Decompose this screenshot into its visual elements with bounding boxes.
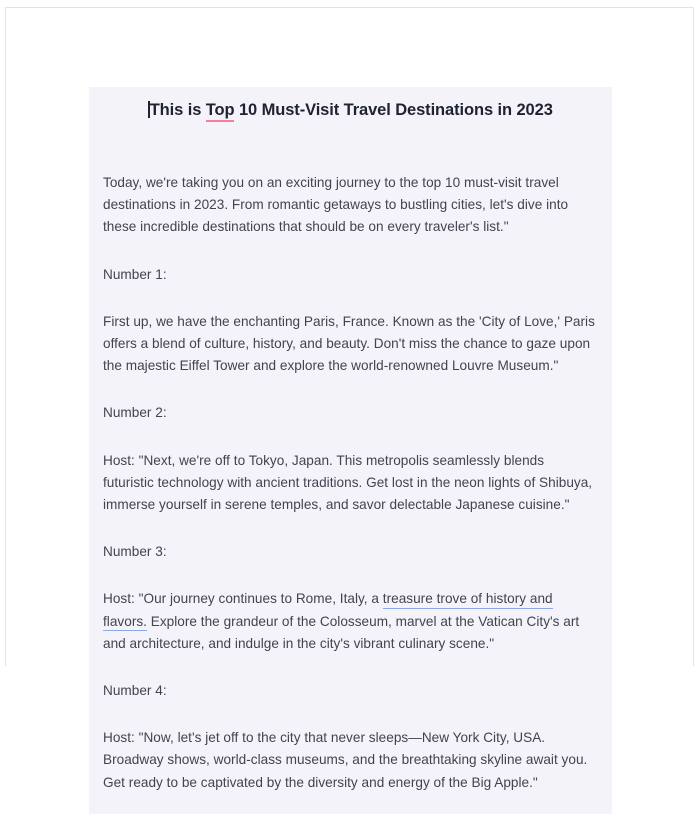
paragraph-number-3-text-before-link: Host: "Our journey continues to Rome, Italy, a xyxy=(103,591,383,607)
selected-text-block[interactable] xyxy=(89,87,612,814)
document-title[interactable] xyxy=(89,87,612,121)
paragraph-number-1-label: Number 1: xyxy=(103,266,167,282)
spellcheck-misspelled-word[interactable]: Top xyxy=(206,101,235,122)
paragraph-number-4-body: Host: "Now, let's jet off to the city that never sleeps—New York City, USA. Broadway shows, world-class museums, and the breathtaking skyline await you. Get ready to be captivated by the diversity and energy of the Big Apple." xyxy=(103,730,588,790)
paragraph-number-3-body xyxy=(103,588,598,655)
title-prefix-text: This is xyxy=(149,101,206,119)
paragraph-number-1-body: First up, we have the enchanting Paris, France. Known as the 'City of Love,' Paris offers a blend of culture, history, and beauty. Don't miss the chance to gaze upon the majestic Eiffel Tower and explore the world-renowned Louvre Museum." xyxy=(103,313,595,374)
paragraph-number-4-label: Number 4: xyxy=(103,683,167,699)
title-suffix-text: 10 Must-Visit Travel Destinations in 2023 xyxy=(234,101,553,119)
inline-underlined-link[interactable]: treasure trove of history and flavors. xyxy=(103,591,553,631)
paragraph-intro: Today, we're taking you on an exciting journey to the top 10 must-visit travel destinations in 2023. From romantic getaways to bustling cities, let's dive into these incredible destinations that should be on every traveler's list." xyxy=(103,175,569,235)
document-body[interactable] xyxy=(89,172,612,814)
document-canvas[interactable] xyxy=(6,8,693,790)
paragraph-number-3-label: Number 3: xyxy=(103,544,167,560)
paragraph-number-2-body: Host: "Next, we're off to Tokyo, Japan. This metropolis seamlessly blends futuristic technology with ancient traditions. Get lost in the neon lights of Shibuya, immerse yourself in serene temples, and savor delectable Japanese cuisine." xyxy=(103,452,593,513)
application-window xyxy=(5,7,694,790)
paragraph-number-2-label: Number 2: xyxy=(103,405,167,421)
paragraph-number-3-text-after-link: Explore the grandeur of the Colosseum, marvel at the Vatican City's art and architecture, and indulge in the city's vibrant culinary scene." xyxy=(103,613,580,651)
